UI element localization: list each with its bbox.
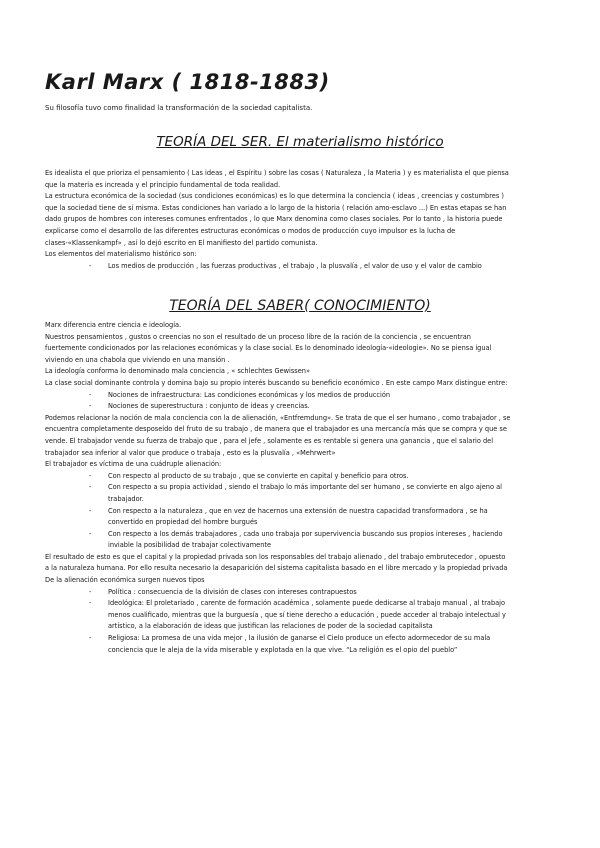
document-title: Karl Marx ( 1818-1883)	[45, 70, 330, 94]
paragraph-materialismo	[45, 168, 577, 261]
document-subtitle: Su filosofía tuvo como finalidad la transformación de la sociedad capitalista.	[45, 104, 313, 112]
list-item-line: - Política : consecuencia de la división de clases con intereses contrapuestos	[108, 587, 357, 596]
list-item	[45, 587, 577, 599]
text-line: encuentra completamente desposeído del fruto de su trabajo , de manera que el trabajador es una mercancía más que se compra y que se	[45, 425, 507, 434]
list-item	[45, 506, 577, 529]
list-item-line: conciencia que le aleja de la vida miserable y explotada en la que vive. “La religión es el opio del pueblo”	[108, 645, 458, 654]
list-item-line: - Nociones de infraestructura: Las condiciones económicas y los medios de producción	[108, 390, 391, 399]
text-line: De la alienación económica surgen nuevos tipos	[45, 576, 205, 585]
paragraph-ideologia	[45, 320, 577, 390]
list-item-line: - Con respecto a los demás trabajadores , cada uno trabaja por supervivencia buscando sus propios intereses , haciendo	[108, 529, 503, 538]
list-item-line: - Con respecto al producto de su trabajo , que se convierte en capital y beneficio para otros.	[108, 471, 409, 480]
text-line: Los elementos del materialismo histórico son:	[45, 250, 197, 259]
list-item	[45, 598, 577, 633]
bullet-list-tipos	[45, 587, 577, 657]
text-line: trabajador sea inferior al valor que produce o trabaja , esto es la plusvalía , «Mehrwert»	[45, 448, 336, 457]
text-line: dado grupos de hombres con intereses comunes enfrentados , lo que Marx denomina como clases sociales. Por lo tanto , la historia puede	[45, 215, 503, 224]
text-line: a la naturaleza humana. Por ello resulta necesario la desaparición del sistema capitalista basado en el libre mercado y la propiedad privada	[45, 564, 508, 573]
list-item	[45, 471, 577, 483]
text-line: El trabajador es víctima de una cuádruple alienación:	[45, 460, 222, 469]
list-item-line: - Con respecto a su propia actividad , siendo el trabajo lo más importante del ser humano , se convierte en algo ajeno al	[108, 483, 502, 492]
text-line: Marx diferencia entre ciencia e ideología.	[45, 321, 182, 329]
list-item-line: - Nociones de superestructura : conjunto de ideas y creencias.	[108, 402, 310, 411]
list-item	[45, 390, 577, 402]
list-item-line: convertido en propiedad del hombre burgués	[108, 518, 258, 527]
section-heading-saber: TEORÍA DEL SABER( CONOCIMIENTO)	[169, 298, 431, 314]
section-body-ser	[45, 168, 577, 272]
text-line: que la materia es increada y el principio fundamental de toda realidad.	[45, 180, 281, 189]
list-item	[45, 401, 577, 413]
section-body-saber	[45, 320, 577, 656]
paragraph-resultado	[45, 552, 577, 587]
text-line: Podemos relacionar la noción de mala conciencia con la de alienación, «Entfremdung». Se trata de que el ser humano , como trabajador , se	[45, 413, 511, 422]
list-item	[45, 633, 577, 656]
text-line: La clase social dominante controla y domina bajo su propio interés buscando su beneficio económico . En este campo Marx distingue entre:	[45, 378, 508, 387]
list-item-line: artístico, a la elaboración de ideas que justifican las relaciones de poder de la sociedad capitalista	[108, 622, 433, 631]
text-line: La estructura económica de la sociedad (sus condiciones económicas) es lo que determina la conciencia ( ideas , creencias y costumbres )	[45, 192, 504, 201]
text-line: fuertemente condicionados por las relaciones económicas y la clase social. Es lo denominado ideología-«ideologie». No se piensa igual	[45, 344, 492, 353]
text-line: El resultado de esto es que el capital y la propiedad privada son los responsables del trabajo alienado , del trabajo embrutecedor , opuesto	[45, 552, 506, 561]
list-item-line: - Con respecto a la naturaleza , que en vez de hacernos una extensión de nuestra capacidad transformadora , se ha	[108, 506, 488, 515]
list-item-line: trabajador.	[108, 494, 144, 503]
text-line: Nuestros pensamientos , gustos o creencias no son el resultado de un proceso libre de la ración de la conciencia , se encuentran	[45, 332, 471, 341]
text-line: Es idealista el que prioriza el pensamiento ( Las ideas , el Espíritu ) sobre las cosas ( Naturaleza , la Materia ) y es materialista el que piensa	[45, 169, 509, 177]
list-item-line: menos cualificado, mientras que la burguesía , que sí tiene derecho a educación , puede acceder al trabajo intelectual y	[108, 610, 506, 619]
text-line: clases-«Klassenkampf» , así lo dejó escrito en El manifiesto del partido comunista.	[45, 238, 318, 247]
paragraph-alienacion	[45, 413, 577, 471]
text-line: que la sociedad tiene de sí misma. Estas condiciones han variado a lo largo de la historia ( relación amo-esclavo ...) En estas etapas se han	[45, 203, 507, 212]
text-line: vende. El trabajador vende su fuerza de trabajo que , para el jefe , solamente es es rentable si genera una ganancia , que el salario del	[45, 436, 494, 445]
list-item-line: - Los medios de producción , las fuerzas productivas , el trabajo , la plusvalía , el valor de uso y el valor de cambio	[108, 261, 482, 270]
list-item-line: - Religiosa: La promesa de una vida mejor , la ilusión de ganarse el Cielo produce un efecto adormecedor de su mala	[108, 634, 491, 643]
list-item-line: - Ideológica: El proletariado , carente de formación académica , solamente puede dedicarse al trabajo manual , al trabajo	[108, 599, 506, 608]
section-heading-ser: TEORÍA DEL SER. El materialismo histórico	[156, 134, 444, 150]
bullet-list-alienaciones	[45, 471, 577, 552]
list-item	[45, 529, 577, 552]
list-item	[45, 261, 577, 273]
bullet-list-estructuras	[45, 390, 577, 413]
list-item-line: inviable la posibilidad de trabajar colectivamente	[108, 541, 272, 550]
text-line: explicarse como el desarrollo de las diferentes estructuras económicas o modos de producción cuyo impulsor es la lucha de	[45, 226, 456, 235]
bullet-list-elementos	[45, 261, 577, 273]
text-line: viviendo en una chabola que viviendo en una mansión .	[45, 355, 230, 364]
list-item	[45, 482, 577, 505]
text-line: La ideología conforma lo denominado mala conciencia , « schlechtes Gewissen»	[45, 367, 311, 376]
